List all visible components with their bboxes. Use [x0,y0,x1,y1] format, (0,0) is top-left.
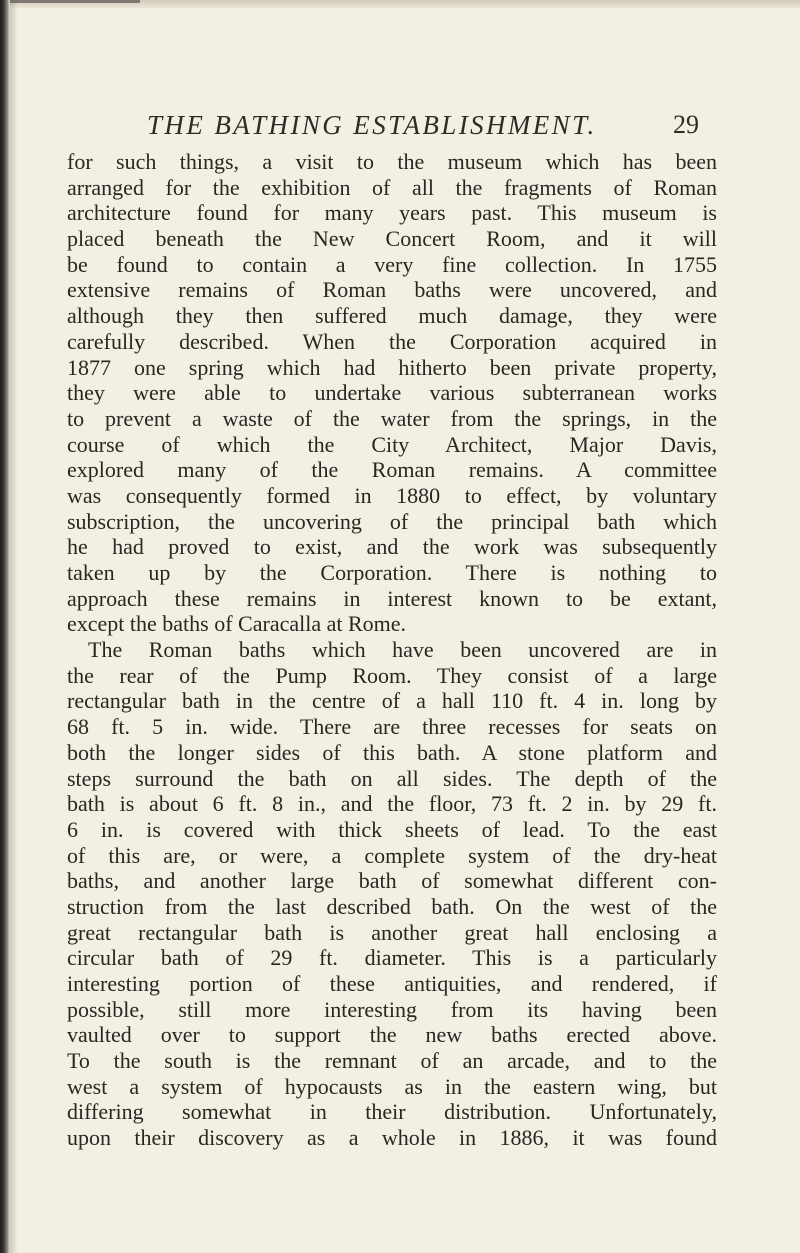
text-line: interesting portion of these antiquities, and rendered, if [67,971,717,996]
text-line: carefully described. When the Corporation acquired in [67,328,717,354]
text-line: extensive remains of Roman baths were uncovered, and [67,277,717,303]
text-line: he had proved to exist, and the work was subsequently [67,534,717,560]
text-line: explored many of the Roman remains. A committee [67,457,717,483]
text-line: arranged for the exhibition of all the fragments of Roman [67,174,717,200]
text-line: bath is about 6 ft. 8 in., and the floor, 73 ft. 2 in. by 29 ft. [67,791,717,817]
text-line: vaulted over to support the new baths erected above. [67,1022,717,1048]
text-line: architecture found for many years past. This museum is [67,200,717,226]
text-line: taken up by the Corporation. There is nothing to [67,560,717,585]
text-line: baths, and another large bath of somewhat different con- [67,868,717,894]
text-line: The Roman baths which have been uncovered are in [88,637,717,663]
page-top-edge [0,0,800,8]
text-line: to prevent a waste of the water from the springs, in the [67,405,717,431]
text-line: be found to contain a very fine collection. In 1755 [67,251,717,277]
text-line: upon their discovery as a whole in 1886, it was found [67,1125,717,1151]
gutter-shadow [10,0,18,1253]
text-line: possible, still more interesting from its having been [67,996,717,1022]
text-line: To the south is the remnant of an arcade, and to the [67,1048,717,1074]
text-line: except the baths of Caracalla at Rome. [67,611,407,637]
text-line: circular bath of 29 ft. diameter. This is a particularly [67,945,717,971]
body-text [67,149,717,1151]
text-line: struction from the last described bath. On the west of the [67,893,717,919]
text-line: the rear of the Pump Room. They consist of a large [67,662,717,688]
text-line: rectangular bath in the centre of a hall 110 ft. 4 in. long by [67,688,717,714]
text-line: 6 in. is covered with thick sheets of lead. To the east [67,816,717,842]
text-line: they were able to undertake various subterranean works [67,380,717,406]
page-gutter-edge [0,0,10,1253]
binding-strip [0,0,140,3]
running-title: THE BATHING ESTABLISHMENT. [147,110,597,140]
text-line: for such things, a visit to the museum which has been [67,149,717,174]
text-line: of this are, or were, a complete system of the dry-heat [67,842,717,868]
text-line: was consequently formed in 1880 to effect, by voluntary [67,482,717,508]
text-line: 1877 one spring which had hitherto been private property, [67,354,717,380]
page-number: 29 [673,110,699,139]
text-line: although they then suffered much damage, they were [67,303,717,329]
text-line: differing somewhat in their distribution. Unfortunately, [67,1099,717,1125]
text-line: subscription, the uncovering of the principal bath which [67,508,717,534]
text-line: west a system of hypocausts as in the eastern wing, but [67,1073,717,1099]
text-line: both the longer sides of this bath. A stone platform and [67,739,717,765]
text-line: steps surround the bath on all sides. The depth of the [67,765,717,791]
text-line: 68 ft. 5 in. wide. There are three recesses for seats on [67,714,717,740]
text-line: placed beneath the New Concert Room, and it will [67,226,717,252]
text-line: approach these remains in interest known to be extant, [67,585,717,611]
text-line: course of which the City Architect, Major Davis, [67,431,717,457]
text-line: great rectangular bath is another great hall enclosing a [67,919,717,945]
